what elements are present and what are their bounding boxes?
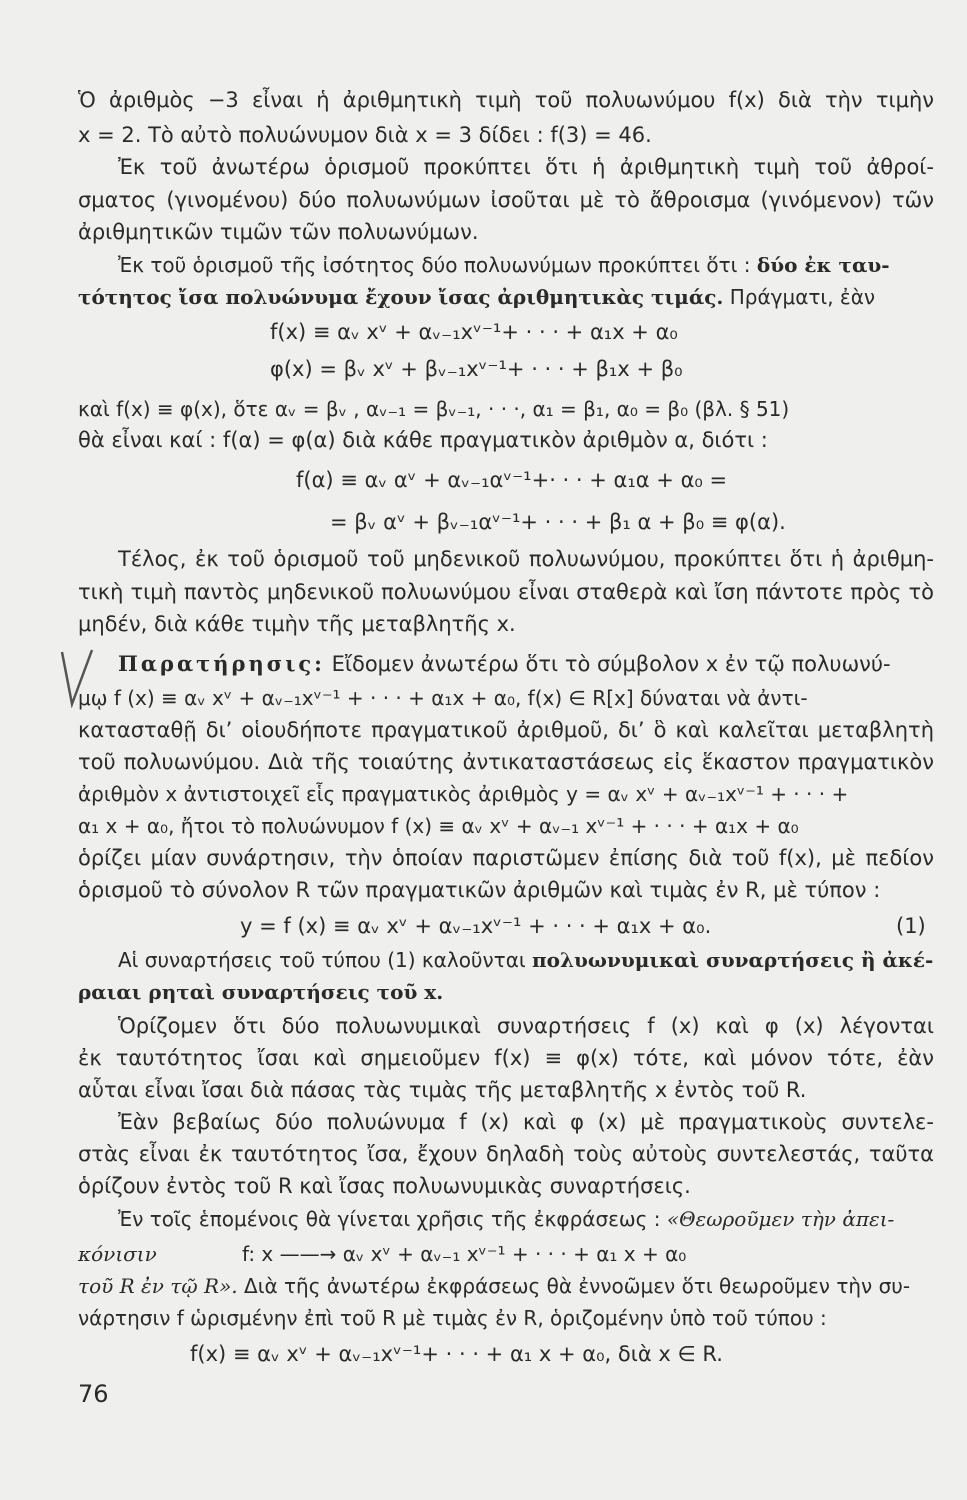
- text-line: [118, 650, 934, 678]
- text-fragment: Εἴδομεν ἀνωτέρω ὅτι τὸ σύμβολον x ἐν τῷ πολυωνύ-: [324, 652, 891, 676]
- text-line: Ἐὰν βεβαίως δύο πολυώνυμα f (x) καὶ φ (x) μὲ πραγματικοὺς συντελε-: [118, 1110, 934, 1134]
- text-line: Ὁρίζομεν ὅτι δύο πολυωνυμικαὶ συναρτήσεις f (x) καὶ φ (x) λέγονται: [118, 1014, 934, 1038]
- text-line: θὰ εἶναι καί : f(α) = φ(α) διὰ κάθε πραγματικὸν ἀριθμὸν α, διότι :: [78, 428, 768, 452]
- text-line: ἐκ ταυτότητος ἴσαι καὶ σημειοῦμεν f(x) ≡ φ(x) τότε, καὶ μόνον τότε, ἐὰν: [78, 1046, 934, 1070]
- equation: f(x) ≡ αᵥ xᵛ + αᵥ₋₁xᵛ⁻¹+ · · · + α₁ x + α₀, διὰ x ∈ R.: [190, 1342, 723, 1366]
- bold-text: ραιαι ρηταὶ συναρτήσεις τοῦ x.: [78, 980, 444, 1004]
- text-line: σματος (γινομένου) δύο πολυωνύμων ἰσοῦται μὲ τὸ ἄθροισμα (γινόμενον) τῶν: [78, 188, 934, 212]
- text-line: μηδέν, διὰ κάθε τιμὴν τῆς μεταβλητῆς x.: [78, 612, 516, 636]
- text-line: [78, 978, 934, 1006]
- text-line: [78, 1272, 934, 1300]
- italic-text: τοῦ R ἐν τῷ R».: [78, 1274, 238, 1298]
- text-fragment: Ἐκ τοῦ ὁρισμοῦ τῆς ἰσότητος δύο πολυωνύμων προκύπτει ὅτι :: [118, 253, 757, 277]
- text-line: ὁρίζει μίαν συνάρτησιν, τὴν ὁποίαν παριστῶμεν ἐπίσης διὰ τοῦ f(x), μὲ πεδίον: [78, 846, 934, 870]
- equation: = βᵥ αᵛ + βᵥ₋₁αᵛ⁻¹+ · · · + β₁ α + β₀ ≡ φ(α).: [330, 510, 786, 534]
- equation: f(x) ≡ αᵥ xᵛ + αᵥ₋₁xᵛ⁻¹+ · · · + α₁x + α₀: [270, 320, 678, 344]
- text-line: α₁ x + α₀, ἤτοι τὸ πολυώνυμον f (x) ≡ αᵥ xᵛ + αᵥ₋₁ xᵛ⁻¹ + · · · + α₁x + α₀: [78, 814, 799, 838]
- bold-text: πολυωνυμικαὶ συναρτήσεις ἢ ἀκέ-: [532, 948, 934, 972]
- text-line: [118, 251, 934, 279]
- equation: f: x ——→ αᵥ xᵛ + αᵥ₋₁ xᵛ⁻¹ + · · · + α₁ x + α₀: [242, 1242, 687, 1266]
- remark-heading: Παρατήρησις:: [118, 651, 325, 676]
- text-line: μῳ f (x) ≡ αᵥ xᵛ + αᵥ₋₁xᵛ⁻¹ + · · · + α₁x + α₀, f(x) ∈ R[x] δύναται νὰ ἀντι-: [78, 686, 808, 710]
- text-fragment: Πράγματι, ἐὰν: [723, 285, 876, 309]
- equation: y = f (x) ≡ αᵥ xᵛ + αᵥ₋₁xᵛ⁻¹ + · · · + α₁x + α₀.: [240, 914, 712, 938]
- text-line: [118, 1205, 934, 1233]
- text-line: Ὁ ἀριθμὸς −3 εἶναι ἡ ἀριθμητικὴ τιμὴ τοῦ πολυωνύμου f(x) διὰ τὴν τιμὴν: [78, 88, 934, 112]
- text-line: [78, 283, 934, 311]
- text-line: στὰς εἶναι ἐκ ταυτότητος ἴσα, ἔχουν δηλαδὴ τοὺς αὐτοὺς συντελεστάς, ταῦτα: [78, 1142, 934, 1166]
- text-fragment: Αἱ συναρτήσεις τοῦ τύπου (1) καλοῦνται: [118, 948, 533, 972]
- text-line: κατασταθῇ δι’ οἱουδήποτε πραγματικοῦ ἀριθμοῦ, δι’ ὃ καὶ καλεῖται μεταβλητὴ: [78, 718, 934, 742]
- text-line: x = 2. Τὸ αὐτὸ πολυώνυμον διὰ x = 3 δίδει : f(3) = 46.: [78, 123, 652, 147]
- text-line: ὁρισμοῦ τὸ σύνολον R τῶν πραγματικῶν ἀριθμῶν καὶ τιμὰς ἐν R, μὲ τύπον :: [78, 878, 881, 902]
- bold-text: δύο ἐκ ταυ-: [756, 253, 890, 277]
- italic-text: κόνισιν: [78, 1242, 157, 1266]
- page-number: 76: [78, 1380, 109, 1408]
- equation: f(α) ≡ αᵥ αᵛ + αᵥ₋₁αᵛ⁻¹+· · · + α₁α + α₀ =: [296, 468, 728, 492]
- text-line: νάρτησιν f ὡρισμένην ἐπὶ τοῦ R μὲ τιμὰς ἐν R, ὁριζομένην ὑπὸ τοῦ τύπου :: [78, 1306, 827, 1330]
- text-line: ἀριθμὸν x ἀντιστοιχεῖ εἷς πραγματικὸς ἀριθμὸς y = αᵥ xᵛ + αᵥ₋₁xᵛ⁻¹ + · · · +: [78, 782, 849, 806]
- text-line: τικὴ τιμὴ παντὸς μηδενικοῦ πολυωνύμου εἶναι σταθερὰ καὶ ἴση πάντοτε πρὸς τὸ: [78, 580, 934, 604]
- text-line: τοῦ πολυωνύμου. Διὰ τῆς τοιαύτης ἀντικαταστάσεως εἰς ἕκαστον πραγματικὸν: [78, 750, 934, 774]
- equation: φ(x) = βᵥ xᵛ + βᵥ₋₁xᵛ⁻¹+ · · · + β₁x + β₀: [270, 357, 683, 381]
- text-line: αὗται εἶναι ἴσαι διὰ πάσας τὰς τιμὰς τῆς μεταβλητῆς x ἐντὸς τοῦ R.: [78, 1078, 807, 1102]
- italic-text: «Θεωροῦμεν τὴν ἀπει-: [666, 1207, 895, 1231]
- text-line: Τέλος, ἐκ τοῦ ὁρισμοῦ τοῦ μηδενικοῦ πολυωνύμου, προκύπτει ὅτι ἡ ἀριθμη-: [118, 547, 934, 571]
- text-line: Ἐκ τοῦ ἀνωτέρω ὁρισμοῦ προκύπτει ὅτι ἡ ἀριθμητικὴ τιμὴ τοῦ ἀθροί-: [118, 155, 934, 179]
- text-line: ὁρίζουν ἐντὸς τοῦ R καὶ ἴσας πολυωνυμικὰς συναρτήσεις.: [78, 1174, 691, 1198]
- text-line: [118, 946, 934, 974]
- text-line: καὶ f(x) ≡ φ(x), ὅτε αᵥ = βᵥ , αᵥ₋₁ = βᵥ₋₁, · · ·, α₁ = β₁, α₀ = β₀ (βλ. § 51): [78, 397, 790, 421]
- text-line: ἀριθμητικῶν τιμῶν τῶν πολυωνύμων.: [78, 220, 479, 244]
- text-fragment: Διὰ τῆς ἀνωτέρω ἐκφράσεως θὰ ἐννοῶμεν ὅτι θεωροῦμεν τὴν συ-: [237, 1274, 911, 1298]
- equation-number: (1): [896, 914, 926, 938]
- text-fragment: Ἐν τοῖς ἑπομένοις θὰ γίνεται χρῆσις τῆς ἐκφράσεως :: [118, 1207, 667, 1231]
- bold-text: τότητος ἴσα πολυώνυμα ἔχουν ἴσας ἀριθμητικὰς τιμάς.: [78, 285, 724, 309]
